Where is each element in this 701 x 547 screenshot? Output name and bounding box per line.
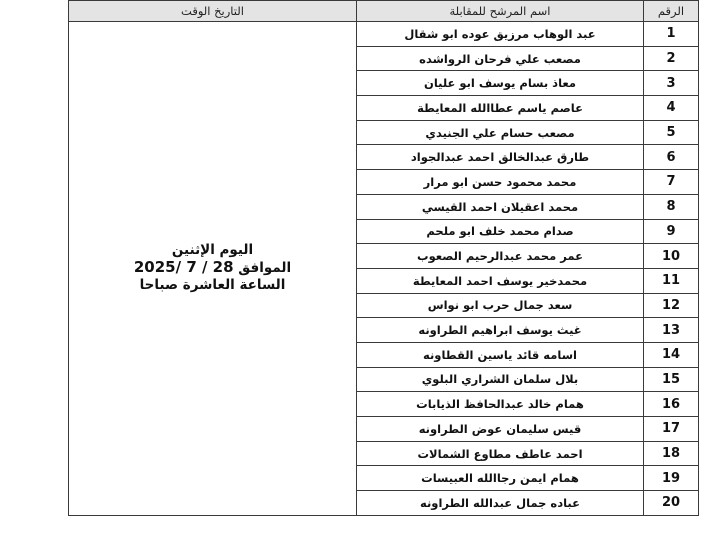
- row-number: 2: [644, 46, 699, 71]
- row-number: 11: [644, 268, 699, 293]
- row-number: 10: [644, 244, 699, 269]
- candidate-name: عمر محمد عبدالرحيم الصعوب: [357, 244, 644, 269]
- row-number: 20: [644, 491, 699, 516]
- row-number: 9: [644, 219, 699, 244]
- header-number: الرقم: [644, 1, 699, 22]
- schedule-day: اليوم الإثنين: [171, 242, 254, 259]
- candidate-name: اسامه قائد ياسين القطاونه: [357, 342, 644, 367]
- schedule-date-time-cell: [69, 22, 357, 516]
- schedule-time: الساعة العاشرة صباحا: [139, 277, 286, 294]
- row-number: 14: [644, 342, 699, 367]
- row-number: 7: [644, 170, 699, 195]
- row-number: 6: [644, 145, 699, 170]
- row-number: 12: [644, 293, 699, 318]
- candidate-name: عباده جمال عبدالله الطراونه: [357, 491, 644, 516]
- table-header-row: [69, 1, 699, 22]
- candidate-name: صدام محمد خلف ابو ملحم: [357, 219, 644, 244]
- candidate-name: عاصم ياسم عطاالله المعايطة: [357, 96, 644, 121]
- candidate-name: سعد جمال حرب ابو نواس: [357, 293, 644, 318]
- candidate-name: بلال سلمان الشراري البلوي: [357, 367, 644, 392]
- candidate-name: عبد الوهاب مرزيق عوده ابو شقال: [357, 22, 644, 47]
- row-number: 5: [644, 120, 699, 145]
- table-body: [69, 22, 699, 516]
- candidate-name: مصعب حسام علي الجنيدي: [357, 120, 644, 145]
- candidate-name: همام خالد عبدالحافظ الذيابات: [357, 392, 644, 417]
- candidate-name: همام ايمن رجاالله العبيسات: [357, 466, 644, 491]
- candidate-name: معاذ بسام يوسف ابو عليان: [357, 71, 644, 96]
- row-number: 13: [644, 318, 699, 343]
- header-candidate-name: اسم المرشح للمقابلة: [357, 1, 644, 22]
- candidate-name: مصعب علي فرحان الرواشده: [357, 46, 644, 71]
- row-number: 19: [644, 466, 699, 491]
- schedule-date-line: [69, 259, 356, 277]
- row-number: 16: [644, 392, 699, 417]
- candidate-name: محمدخير يوسف احمد المعايطة: [357, 268, 644, 293]
- interview-schedule-table: [68, 0, 699, 516]
- row-number: 17: [644, 417, 699, 442]
- candidate-name: احمد عاطف مطاوع الشمالات: [357, 441, 644, 466]
- candidate-name: غيث يوسف ابراهيم الطراونه: [357, 318, 644, 343]
- schedule-date-prefix: الموافق: [238, 260, 292, 277]
- candidate-name: محمد محمود حسن ابو مرار: [357, 170, 644, 195]
- candidate-name: قيس سليمان عوض الطراونه: [357, 417, 644, 442]
- row-number: 1: [644, 22, 699, 47]
- row-number: 3: [644, 71, 699, 96]
- candidate-name: طارق عبدالخالق احمد عبدالجواد: [357, 145, 644, 170]
- row-number: 8: [644, 194, 699, 219]
- row-number: 18: [644, 441, 699, 466]
- schedule-date-value: 2025/ 7 / 28: [133, 258, 234, 277]
- candidate-name: محمد اعقيلان احمد القيسي: [357, 194, 644, 219]
- header-date-time: التاريخ الوقت: [69, 1, 357, 22]
- row-number: 4: [644, 96, 699, 121]
- row-number: 15: [644, 367, 699, 392]
- table-row: [69, 22, 699, 47]
